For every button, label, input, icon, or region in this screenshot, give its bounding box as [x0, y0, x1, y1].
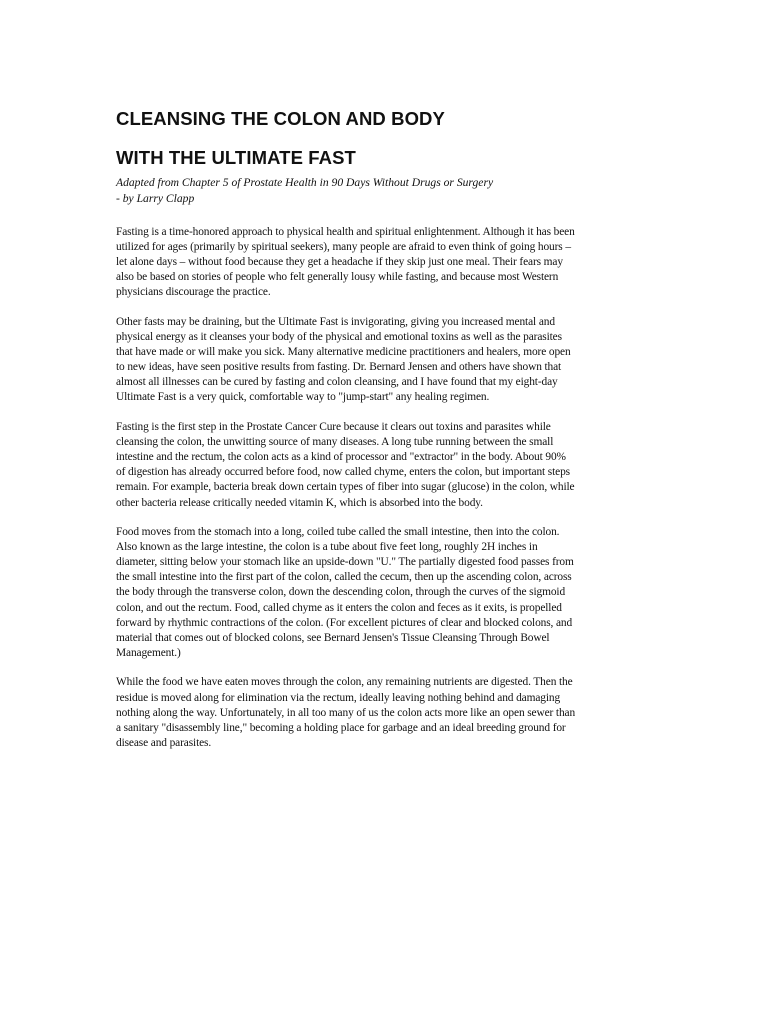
byline — [116, 175, 656, 206]
paragraph-line: Food moves from the stomach into a long, coiled tube called the small intestine, then into the colon. — [116, 526, 560, 539]
paragraph-line: of digestion has already occurred before food, now called chyme, enters the colon, but important steps — [116, 466, 570, 479]
paragraph-line: a sanitary "disassembly line," becoming a holding place for garbage and an ideal breeding ground for — [116, 721, 566, 734]
document-title-line-2: WITH THE ULTIMATE FAST — [116, 147, 356, 168]
paragraph-1 — [116, 225, 656, 300]
paragraph-line: forward by rhythmic contractions of the colon. (For excellent pictures of clear and blocked colons, and — [116, 616, 573, 629]
paragraph-3 — [116, 420, 656, 511]
paragraph-line: let alone days – without food because they get a headache if they skip just one meal. Their fears may — [116, 256, 563, 269]
paragraph-line: Fasting is the first step in the Prostate Cancer Cure because it clears out toxins and parasites while — [116, 421, 551, 434]
document-page — [116, 106, 656, 765]
paragraph-line: also be based on stories of people who felt generally lousy while fasting, and because most Western — [116, 271, 559, 284]
paragraph-line: that have made or will make you sick. Many alternative medicine practitioners and healers, more open — [116, 346, 571, 359]
paragraph-2 — [116, 315, 656, 406]
paragraph-line: nothing along the way. Unfortunately, in all too many of us the colon acts more like an open sewer than — [116, 706, 576, 719]
byline-author: - by Larry Clapp — [116, 191, 195, 205]
paragraph-line: While the food we have eaten moves through the colon, any remaining nutrients are digested. Then the — [116, 676, 573, 689]
paragraph-line: other bacteria release critically needed vitamin K, which is absorbed into the body. — [116, 496, 483, 509]
paragraph-line: diameter, sitting below your stomach like an upside-down "U." The partially digested food passes from — [116, 556, 574, 569]
paragraph-line: Management.) — [116, 646, 181, 659]
paragraph-line: physical energy as it cleanses your body of the physical and emotional toxins as well as the parasites — [116, 331, 562, 344]
paragraph-line: Fasting is a time-honored approach to physical health and spiritual enlightenment. Although it has been — [116, 226, 575, 238]
paragraph-line: intestine and the rectum, the colon acts as a kind of processor and "extractor" in the body. About 90% — [116, 451, 566, 464]
document-title-line-1: CLEANSING THE COLON AND BODY — [116, 108, 445, 129]
body-text — [116, 225, 656, 751]
paragraph-line: utilized for ages (primarily by spiritual seekers), many people are afraid to even think of going hours – — [116, 241, 571, 254]
paragraph-line: Other fasts may be draining, but the Ultimate Fast is invigorating, giving you increased mental and — [116, 315, 555, 328]
paragraph-line: the small intestine into the first part of the colon, called the cecum, then up the ascending colon, across — [116, 571, 572, 584]
paragraph-line: residue is moved along for elimination via the rectum, ideally leaving nothing behind and damaging — [116, 691, 561, 704]
paragraph-line: colon, and out the rectum. Food, called chyme as it enters the colon and feces as it exits, is propelled — [116, 601, 562, 614]
paragraph-line: the body through the transverse colon, down the descending colon, through the curves of the sigmoid — [116, 586, 566, 599]
paragraph-5 — [116, 675, 656, 750]
paragraph-line: remain. For example, bacteria break down certain types of fiber into sugar (glucose) in the colon, while — [116, 481, 575, 494]
paragraph-line: disease and parasites. — [116, 736, 212, 749]
paragraph-line: Also known as the large intestine, the colon is a tube about five feet long, roughly 2H inches in — [116, 541, 538, 554]
byline-source: Adapted from Chapter 5 of Prostate Health in 90 Days Without Drugs or Surgery — [116, 176, 494, 189]
paragraph-line: almost all illnesses can be cured by fasting and colon cleansing, and I have found that my eight-day — [116, 376, 558, 389]
paragraph-line: physicians discourage the practice. — [116, 286, 271, 299]
paragraph-line: material that comes out of blocked colons, see Bernard Jensen's Tissue Cleansing Through Bowel — [116, 631, 550, 644]
paragraph-line: to new ideas, have seen positive results from fasting. Dr. Bernard Jensen and others have shown that — [116, 361, 562, 374]
paragraph-line: cleansing the colon, the unwitting source of many diseases. A long tube running between the small — [116, 436, 554, 449]
paragraph-line: Ultimate Fast is a very quick, comfortable way to "jump-start" any healing regimen. — [116, 391, 490, 404]
paragraph-4 — [116, 525, 656, 661]
